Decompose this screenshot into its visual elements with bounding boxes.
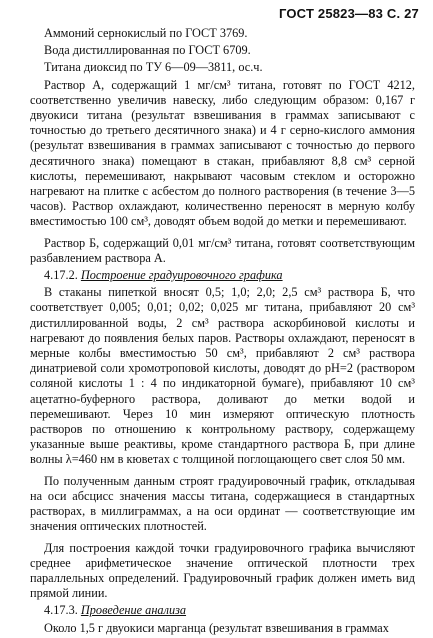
section-heading-analysis bbox=[30, 603, 415, 618]
section-number: 4.17.2. bbox=[44, 268, 78, 283]
reagent-item: Титана диоксид по ТУ 6—09—3811, ос.ч. bbox=[44, 60, 263, 75]
section-title: Построение градуировочного графика bbox=[80, 268, 283, 283]
reagent-item: Вода дистиллированная по ГОСТ 6709. bbox=[44, 43, 251, 58]
reagent-item: Аммоний сернокислый по ГОСТ 3769. bbox=[44, 26, 248, 40]
paragraph-calibration-points: Для построения каждой точки градуировочного графика вычисляют среднее арифметическое значение оптической плотности трех параллельных определений. Градуировочный график должен иметь вид прямой линии. bbox=[30, 540, 415, 601]
section-title: Проведение анализа bbox=[80, 603, 187, 618]
document-body bbox=[30, 26, 415, 638]
section-number: 4.17.3. bbox=[44, 603, 78, 618]
paragraph-calibration-procedure: В стаканы пипеткой вносят 0,5; 1,0; 2,0; 2,5 см³ раствора Б, что соответствует 0,005; 0,01; 0,02; 0,025 мг титана, прибавляют 20 см³ дистиллированной воды, 2 см³ раствора аскорбиновой кислоты и нагревают до появления белых паров. Растворы охлаждают, переносят в мерные колбы вместимостью 50 см³, прибавляют 2 см³ раствора динатриевой соли хромотроповой кислоты, доводят до pH=2 (раствором соляной кислоты 1 : 4 по индикаторной бумаге), прибавляют 10 см³ ацетатно-буферного раствора, доливают до метки водой и перемешивают. Через 10 мин измеряют оптическую плотность растворов по отношению к контрольному раствору, содержащему указанные выше реактивы, кроме стандартного раствора Б, при длине волны λ=460 нм в кюветах с толщиной поглощающего свет слоя 50 мм. bbox=[30, 285, 415, 467]
section-heading-calibration bbox=[30, 268, 415, 283]
page-header: ГОСТ 25823—83 С. 27 bbox=[278, 6, 419, 21]
paragraph-calibration-graph: По полученным данным строят градуировочный график, откладывая на оси абсцисс значения массы титана, содержащиеся в стандартных растворах, в миллиграммах, а на оси ординат — соответствующие им значения оптических плотностей. bbox=[30, 473, 415, 534]
paragraph-analysis: Около 1,5 г двуокиси марганца (результат взвешивания в граммах bbox=[44, 620, 389, 635]
paragraph-solution-b: Раствор Б, содержащий 0,01 мг/см³ титана, готовят соответствующим разбавлением раствора А. bbox=[30, 235, 415, 265]
paragraph-solution-a: Раствор А, содержащий 1 мг/см³ титана, готовят по ГОСТ 4212, соответственно увеличив навеску, либо следующим образом: 0,167 г двуокиси титана (результат взвешивания в граммах записывают с точностью до третьего десятичного знака) и 4 г серно-кислого аммония (результат взвешивания в граммах записывают с точностью до первого десятичного знака) помещают в стакан, прибавляют 8,8 см³ серной кислоты, перемешивают, накрывают часовым стеклом и осторожно нагревают на плитке с асбестом до полного растворения (в течение 3—5 часов). Раствор охлаждают, количественно переносят в мерную колбу вместимостью 100 см³, доводят объем водой до метки и перемешивают. bbox=[30, 77, 415, 229]
